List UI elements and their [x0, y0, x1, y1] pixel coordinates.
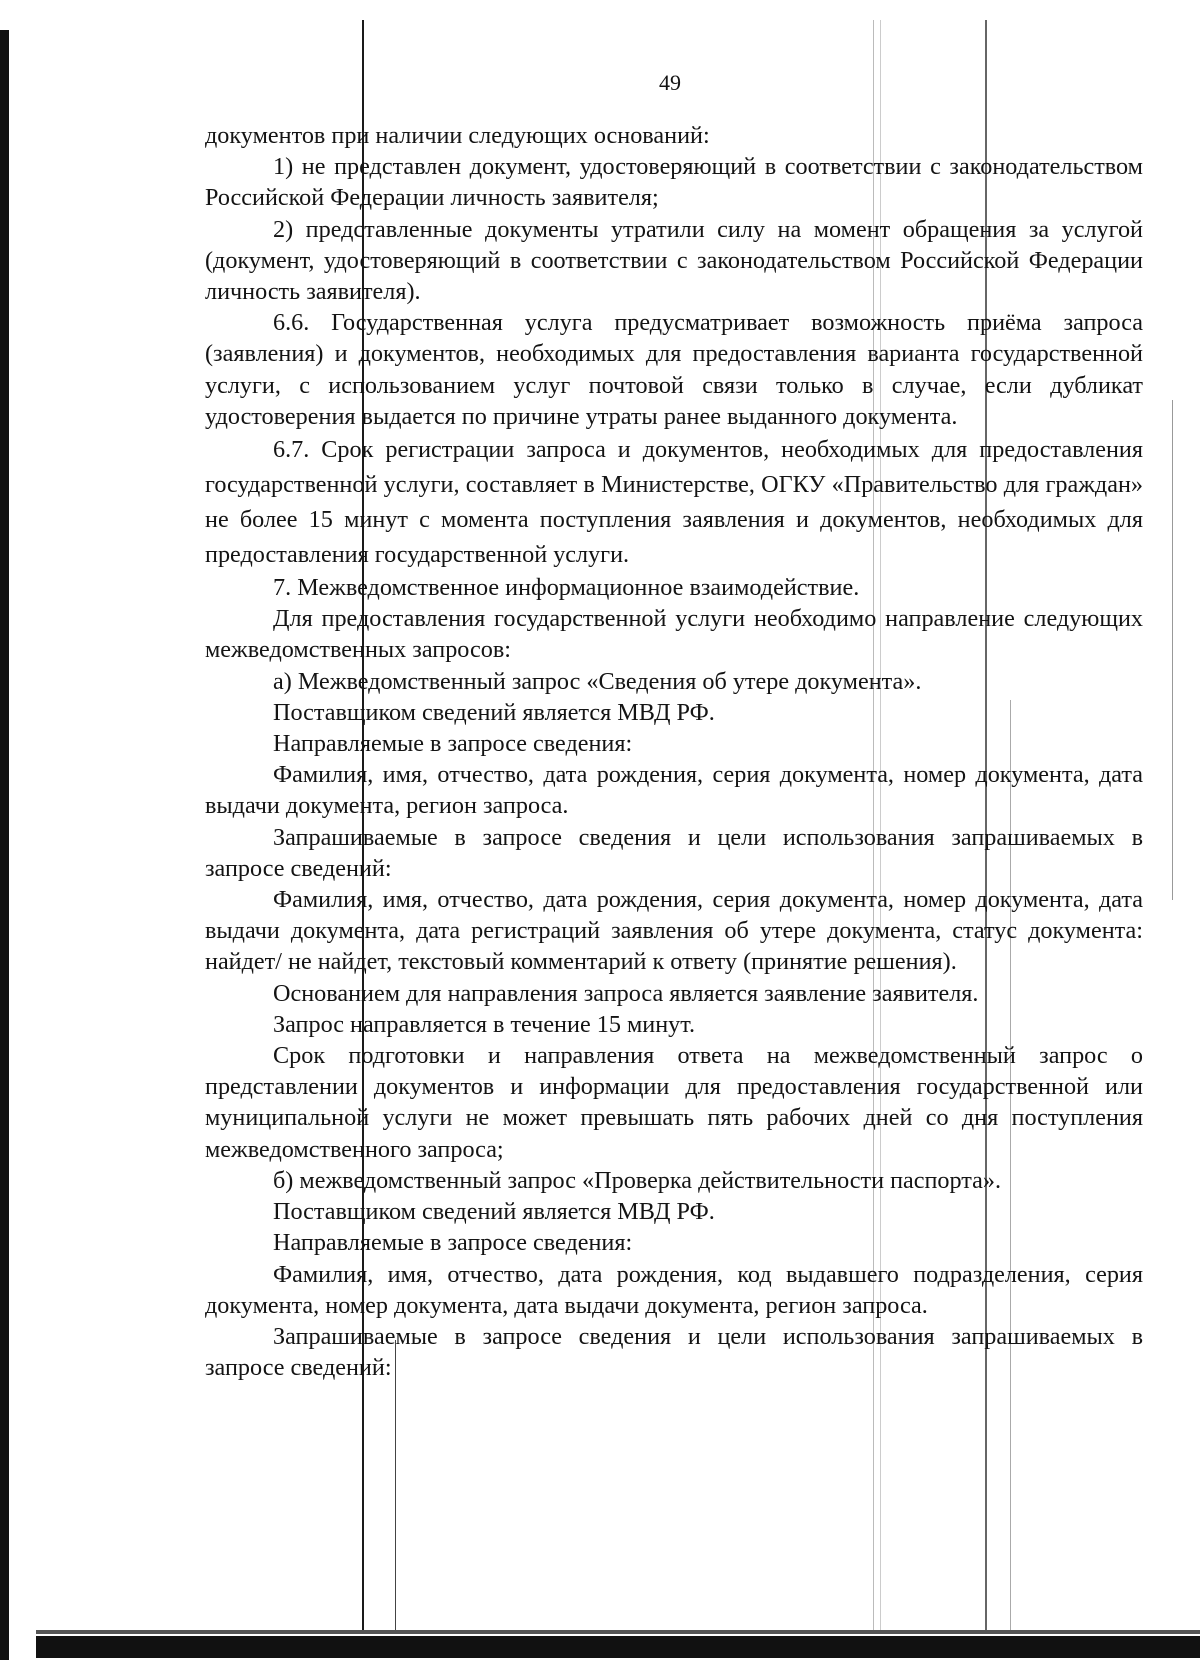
- paragraph: Фамилия, имя, отчество, дата рождения, код выдавшего подразделения, серия документа, номер документа, дата выдачи документа, регион запроса.: [205, 1260, 1143, 1319]
- paragraph: 6.7. Срок регистрации запроса и документов, необходимых для предоставления государственной услуги, составляет в Министерстве, ОГКУ «Правительство для граждан» не более 15 минут с момента поступления заявления и документов, необходимых для предоставления государственной услуги.: [205, 436, 1143, 569]
- paragraph: Направляемые в запросе сведения:: [273, 1229, 633, 1257]
- paragraph: Запрос направляется в течение 15 минут.: [273, 1010, 696, 1038]
- paragraph: б) межведомственный запрос «Проверка действительности паспорта».: [273, 1166, 1002, 1194]
- scan-left-edge: [0, 30, 9, 1660]
- document-body: [205, 120, 1143, 1383]
- paragraph: Направляемые в запросе сведения:: [273, 730, 633, 758]
- scan-fold-line: [395, 1340, 396, 1630]
- paragraph: Поставщиком сведений является МВД РФ.: [273, 698, 715, 726]
- paragraph: а) Межведомственный запрос «Сведения об утере документа».: [273, 667, 922, 695]
- paragraph: 1) не представлен документ, удостоверяющий в соответствии с законодательством Российской Федерации личность заявителя;: [205, 153, 1143, 212]
- scan-bottom-edge-thin: [36, 1630, 1200, 1634]
- paragraph: Фамилия, имя, отчество, дата рождения, серия документа, номер документа, дата выдачи документа, дата регистраций заявления об утере документа, статус документа: найдет/ не найдет, текстовый комментарий к ответу (принятие решения).: [205, 886, 1143, 976]
- paragraph: 7. Межведомственное информационное взаимодействие.: [273, 574, 860, 602]
- paragraph: Поставщиком сведений является МВД РФ.: [273, 1198, 715, 1226]
- paragraph: документов при наличии следующих оснований:: [205, 122, 710, 149]
- scan-bottom-edge: [36, 1636, 1200, 1658]
- paragraph: Основанием для направления запроса является заявление заявителя.: [273, 979, 979, 1007]
- paragraph: Запрашиваемые в запросе сведения и цели использования запрашиваемых в запросе сведений:: [205, 1322, 1143, 1382]
- paragraph: Запрашиваемые в запросе сведения и цели использования запрашиваемых в запросе сведений:: [205, 823, 1143, 882]
- paragraph: Для предоставления государственной услуги необходимо направление следующих межведомственных запросов:: [205, 605, 1143, 664]
- paragraph: 2) представленные документы утратили силу на момент обращения за услугой (документ, удостоверяющий в соответствии с законодательством Российской Федерации личность заявителя).: [205, 215, 1143, 306]
- paragraph: 6.6. Государственная услуга предусматривает возможность приёма запроса (заявления) и документов, необходимых для предоставления варианта государственной услуги, с использованием услуг почтовой связи только в случае, если дубликат удостоверения выдается по причине утраты ранее выданного документа.: [205, 309, 1143, 430]
- scan-fold-line: [1172, 400, 1173, 900]
- paragraph: Срок подготовки и направления ответа на межведомственный запрос о представлении документов и информации для предоставления государственной или муниципальной услуги не может превышать пять рабочих дней со дня поступления межведомственного запроса;: [205, 1042, 1143, 1163]
- page-number: 49: [659, 70, 681, 95]
- paragraph: Фамилия, имя, отчество, дата рождения, серия документа, номер документа, дата выдачи документа, регион запроса.: [205, 761, 1143, 820]
